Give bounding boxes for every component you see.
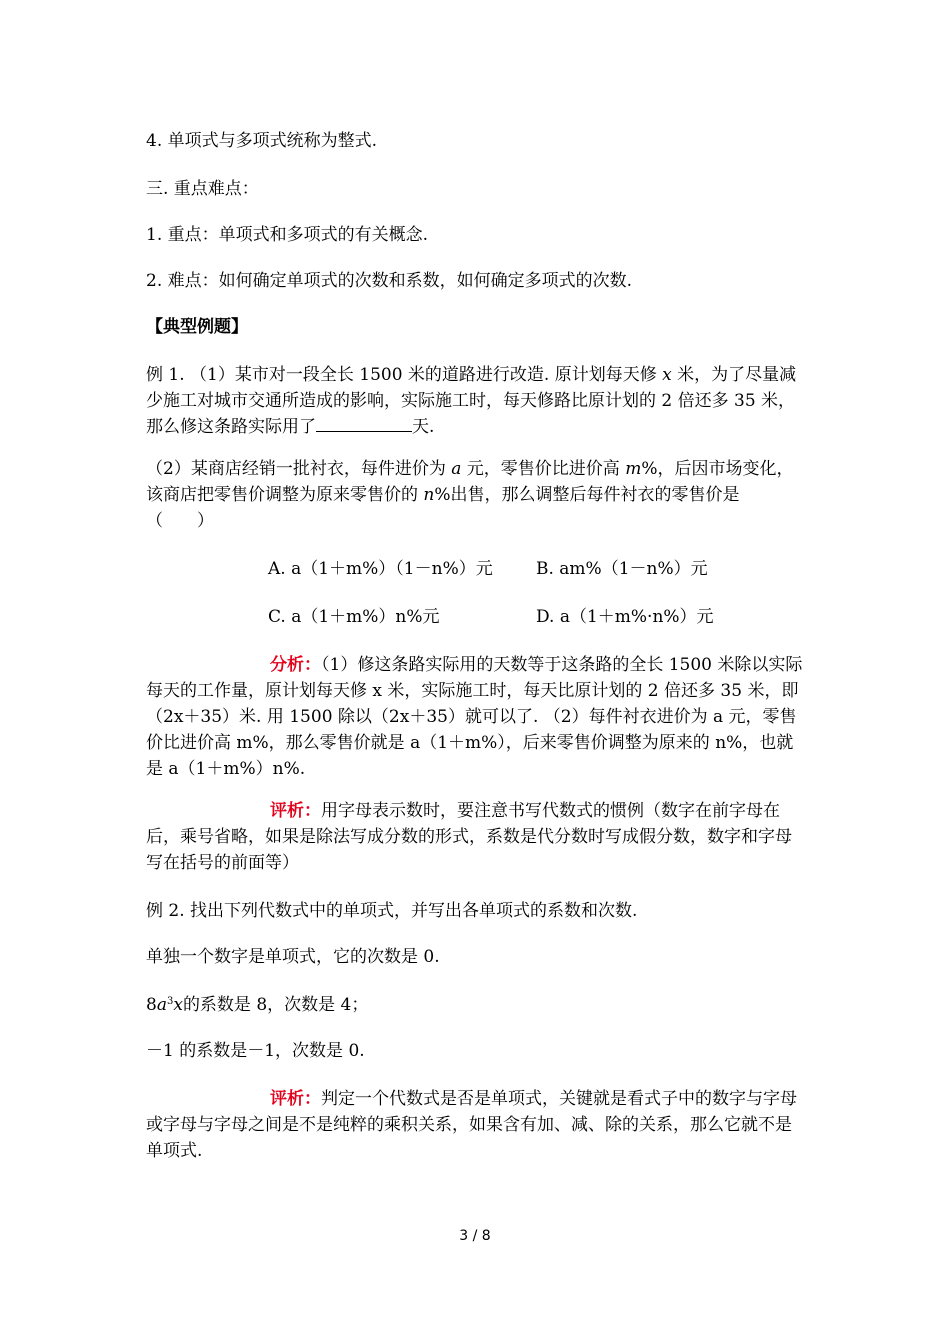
example-2-comment (146, 1086, 806, 1164)
example-2-line-3: －1 的系数是－1，次数是 0. (146, 1041, 365, 1061)
example-1-part-2 (146, 456, 806, 534)
examples-heading: 【典型例题】 (146, 317, 248, 337)
option-a: A. a（1＋m%）（1－n%）元 (268, 559, 493, 579)
answer-blank (316, 415, 412, 432)
point-4: 4. 单项式与多项式统称为整式. (146, 131, 378, 151)
coef-8: 8 (146, 995, 157, 1015)
example-2-line-2 (146, 992, 368, 1018)
key-point-2: 2. 难点：如何确定单项式的次数和系数，如何确定多项式的次数. (146, 271, 633, 291)
option-b: B. am%（1－n%）元 (536, 559, 708, 579)
example-1-comment (146, 798, 806, 876)
example-1-part-1 (146, 362, 806, 440)
ex1-text-c: 天. (412, 417, 435, 437)
var-a: a (156, 995, 167, 1015)
example-2-intro: 例 2. 找出下列代数式中的单项式，并写出各单项式的系数和次数. (146, 901, 638, 921)
page-number: 3 / 8 (459, 1228, 491, 1244)
ex1-text-a: 例 1. （1）某市对一段全长 1500 米的道路进行改造. 原计划每天修 (146, 365, 663, 385)
ex1-p2-b: 元，零售价比进价高 (461, 459, 626, 479)
var-n: n (423, 485, 435, 505)
var-m: m (625, 459, 642, 479)
example-2-line-1: 单独一个数字是单项式，它的次数是 0. (146, 947, 440, 967)
var-x: x (173, 995, 183, 1015)
var-x: x (662, 365, 672, 385)
key-point-1: 1. 重点：单项式和多项式的有关概念. (146, 225, 429, 245)
ex1-p2-c: %，后因市场变化，该商店把零售价调整为原来零售价的 (146, 459, 794, 505)
ex1-p2-d: %出售，那么调整后每件衬衣的零售价是 （ ） (146, 485, 808, 531)
var-a: a (451, 459, 462, 479)
exponent: 3 (166, 996, 174, 1007)
comment-text: 判定一个代数式是否是单项式，关键就是看式子中的数字与字母或字母与字母之间是不是纯粹的乘积关系，如果含有加、减、除的关系，那么它就不是单项式. (146, 1089, 797, 1161)
analysis-label: 分析： (270, 655, 321, 675)
example-1-analysis (146, 652, 806, 782)
comment-text: 用字母表示数时，要注意书写代数式的惯例（数字在前字母在后，乘号省略，如果是除法写成分数的形式，系数是代分数时写成假分数，数字和字母写在括号的前面等） (146, 801, 792, 873)
option-d: D. a（1＋m%·n%）元 (536, 607, 714, 627)
ex1-text-b: 米，为了尽量减少施工对城市交通所造成的影响，实际施工时，每天修路比原计划的 2 倍还多 35 米，那么修这条路实际用了 (146, 365, 797, 437)
ex1-p2-a: （2）某商店经销一批衬衣，每件进价为 (146, 459, 452, 479)
line-2-text: 的系数是 8，次数是 4； (182, 995, 369, 1015)
analysis-text: （1）修这条路实际用的天数等于这条路的全长 1500 米除以实际每天的工作量，原计划每天修 x 米，实际施工时，每天比原计划的 2 倍还多 35 米，即（2x＋35）米. 用 1500 除以（2x＋35）就可以了. （2）每件衬衣进价为 a 元，零售价比进价高 m%，那么零售价就是 a（1＋m%），后来零售价调整为原来的 n%，也就是 a（1＋m%）n%. (146, 655, 803, 779)
option-c: C. a（1＋m%）n%元 (268, 607, 440, 627)
comment-label: 评析： (270, 1089, 321, 1109)
section-3-heading: 三. 重点难点： (146, 179, 259, 199)
comment-label: 评析： (270, 801, 321, 821)
